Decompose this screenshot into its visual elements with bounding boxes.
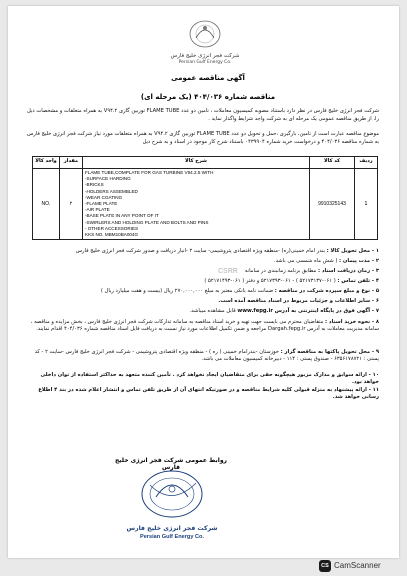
cell-row: 1 xyxy=(355,169,378,240)
desc-line: -BASE PLATE IN ANY POINT OF IT xyxy=(85,213,159,219)
items-table xyxy=(32,156,378,240)
col-unit-header: واحد کالا xyxy=(33,157,60,169)
stamp-company-en: Persian Gulf Energy Co. xyxy=(139,534,205,540)
col-row-header: ردیف xyxy=(355,157,378,169)
condition-5: ۵ - نوع و مبلغ سپرده شرکت در مناقصه : ضمانت نامه بانکی معتبر به مبلغ ۲۷۰,۰۰۰,۰۰۰ ریال (بیست و هفت میلیارد ریال ) xyxy=(100,288,379,294)
company-name-en: Persian Gulf Energy Co. xyxy=(178,60,232,65)
tender-number: مناقصه شماره ۴۰۴/۰۳۶ (یک مرحله ای) xyxy=(140,93,276,101)
condition-4: ۴ - تلفن تماس : ( ۰۶۱-۵۲۱۷۳۱۳۷ ) - ۰۶۱-۵۲۱۷۳۹۳ و دفتر ( ۰۶۱-۵۲۱۷۱۴۹۳ ) xyxy=(204,278,379,284)
watermark: CSRR xyxy=(218,268,238,275)
table-header-row xyxy=(33,157,378,169)
document-page xyxy=(8,6,399,558)
desc-line: -WEAR COATING xyxy=(85,194,123,200)
condition-8: ۸ - نحوه خرید اسناد : متقاضیان محترم می بایست جهت تهیه و خرید اسناد مناقصه به سامانه تدارکات شرکت فجر انرژی خلیج فارس ، بخش مزایده و مناقصه ، سامانه مدیریت معاملات به آدرس Dargah.fepg.ir مراجعه و ضمن تکمیل اطلاعات مورد نیاز نسبت به دریافت فایل اسناد مناقصه شماره ۴۰۴/۰۳۶ اقدام نمایند. xyxy=(30,319,379,333)
condition-10: ۱۰ - ارائه سوابق و مدارک مزبور هیچگونه حقی برای متقاضیان ایجاد نخواهد کرد . تأمین کننده متعهد به حداکثر استفاده از توان داخلی خواهد بود. xyxy=(40,372,379,386)
stamp-company-fa: شرکت فجر انرژی خلیج فارس xyxy=(126,525,218,532)
condition-6: ۶ - سایر اطلاعات و جزئیات مربوط در اسناد مناقصه آمده است. xyxy=(218,298,379,304)
desc-line: KKS NO. MBM10BA004G xyxy=(85,232,139,238)
condition-1: ۱ - محل تحویل کالا : بندر امام خمینی(ره) -منطقه ویژه اقتصادی پتروشیمی- سایت ۲ -انبار دریافت و صدور شرکت فجر انرژی خلیج فارس xyxy=(75,248,379,254)
camscanner-label: CamScanner xyxy=(334,561,381,570)
company-logo-icon xyxy=(178,14,232,52)
company-name-fa: شرکت فجر انرژی خلیج فارس xyxy=(170,53,240,59)
intro-paragraph-1: شرکت فجر انرژی خلیج فارس در نظر دارد باستناد مصوبه کمیسیون معاملات ، تامین دو عدد FLAME TUBE توربین گازی V۹۴.۲ به همراه متعلقات و مشخصات ذیل را، از طریق مناقصه عمومی یک مرحله ای به شرکت واجد شرایط واگذار نماید . xyxy=(27,108,380,122)
signature-title: روابط عمومی شرکت فجر انرژی خلیج فارس xyxy=(114,457,228,471)
condition-3: ۳ - زمان دریافت اسناد : مطابق برنامه زمانبندی در سامانه xyxy=(244,268,379,274)
condition-11: ۱۱ - ارائه پیشنهاد به منزله قبولی کلیه شرایط مناقصه و در صورتیکه انتهای آن از طریق تلفن تماس و انتشار اعلام شده در بند ۴ اطلاع رسانی خواهد شد. xyxy=(38,387,379,401)
company-stamp-icon xyxy=(136,467,208,521)
col-qty-header: مقدار xyxy=(60,157,83,169)
desc-line: -HOLDERS ASSEMBLED xyxy=(85,188,138,194)
cell-unit: NO. xyxy=(33,169,60,240)
condition-7: ۷ - آگهی فوق در پایگاه اینترنتی به آدرس www.fepg.ir قابل مشاهده میباشد. xyxy=(189,308,379,314)
notice-title: آگهی مناقصه عمومی xyxy=(171,74,245,82)
table-row xyxy=(33,169,378,240)
condition-9: ۹ - محل تحویل پاکتها به مناقصه گزار : خوزستان -بندرامام خمینی ( ره ) - منطقه ویژه اقتصادی پتروشیمی - شرکت فجر انرژی خلیج فارس -سایت ۲ - کد پستی : ۶۳۵۶۱۷۸۷۲۱ - صندوق پستی : ۱۱۴ - دبیرخانه کمیسیون معاملات می باشد. xyxy=(34,349,379,363)
desc-line: FLAME TUBE,COMPLATE FOR GAS TURBINE V94.2.5 WITH xyxy=(85,170,214,175)
desc-line: -SURFACE HARDING xyxy=(85,176,131,182)
camscanner-logo-icon: CS xyxy=(319,560,331,572)
cell-description xyxy=(83,169,310,240)
desc-line: - OTHER ACCESSORIES xyxy=(85,225,139,231)
desc-line: -FLAME PLATE xyxy=(85,201,118,207)
col-code-header: کد کالا xyxy=(310,157,355,169)
desc-line: -BRICKS xyxy=(85,182,104,188)
intro-paragraph-2: موضوع مناقصه عبارت است از تامین، بارگیری ،حمل و تحویل دو عدد FLAME TUBE توربین گازی V۹۴.۲ به همراه متعلقات مورد نیاز شرکت فجر انرژی خلیج فارس به شماره مناقصه ۴۰۴/۰۳۶ و درخواست خرید شماره ۰۴۳۹۹۰۴ باستناد شرح کار موجود در اسناد و به شرح ذیل xyxy=(27,131,380,145)
desc-line: -SWIRLERS AND HOLDING PLATE AND BOLTS AND PINS xyxy=(85,219,209,225)
cell-code: 9910325143 xyxy=(310,169,355,240)
condition-2: ۲ - مدت پیمان : ( شش ماه شمسی می باشد. xyxy=(273,258,379,264)
cell-qty: ۲ xyxy=(60,169,83,240)
desc-line: -AIR PLATE xyxy=(85,207,110,213)
col-desc-header: شرح کالا xyxy=(83,157,310,169)
